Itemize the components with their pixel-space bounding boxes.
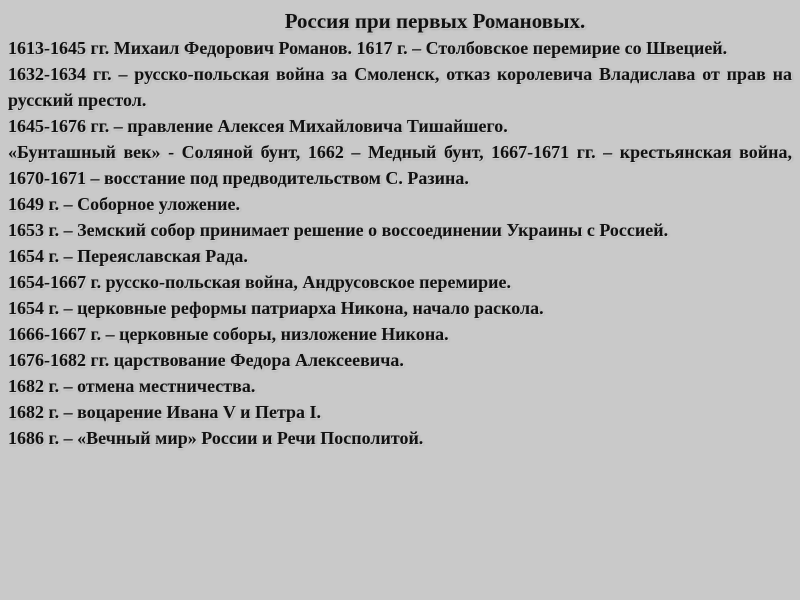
timeline-entry: 1682 г. – отмена местничества. xyxy=(8,376,256,396)
slide-title: Россия при первых Романовых. xyxy=(284,9,586,33)
timeline-entry: 1654 г. – Переяславская Рада. xyxy=(8,246,248,266)
timeline-entry: 1649 г. – Соборное уложение. xyxy=(8,194,241,214)
timeline-entry: 1654 г. – церковные реформы патриарха Никона, начало раскола. xyxy=(8,298,544,318)
timeline-entry: 1613-1645 гг. Михаил Федорович Романов. 1617 г. – Столбовское перемирие со Швецией. xyxy=(8,38,728,58)
timeline-entry: 1653 г. – Земский собор принимает решение о воссоединении Украины с Россией. xyxy=(8,220,669,240)
timeline-entry: 1654-1667 г. русско-польская война, Андрусовское перемирие. xyxy=(8,272,512,292)
timeline-entry: 1632-1634 гг. – русско-польская война за Смоленск, отказ королевича Владислава от прав на русский престол. xyxy=(8,64,792,110)
timeline-list xyxy=(8,35,792,451)
timeline-entry: 1645-1676 гг. – правление Алексея Михайловича Тишайшего. xyxy=(8,116,508,136)
timeline-entry: 1676-1682 гг. царствование Федора Алексеевича. xyxy=(8,350,404,370)
timeline-entry: 1666-1667 г. – церковные соборы, низложение Никона. xyxy=(8,324,449,344)
timeline-entry: «Бунташный век» - Соляной бунт, 1662 – Медный бунт, 1667-1671 гг. – крестьянская война, 1670-1671 – восстание под предводительством С. Разина. xyxy=(8,142,792,188)
timeline-entry: 1682 г. – воцарение Ивана V и Петра I. xyxy=(8,402,322,422)
timeline-entry: 1686 г. – «Вечный мир» России и Речи Посполитой. xyxy=(8,428,424,448)
